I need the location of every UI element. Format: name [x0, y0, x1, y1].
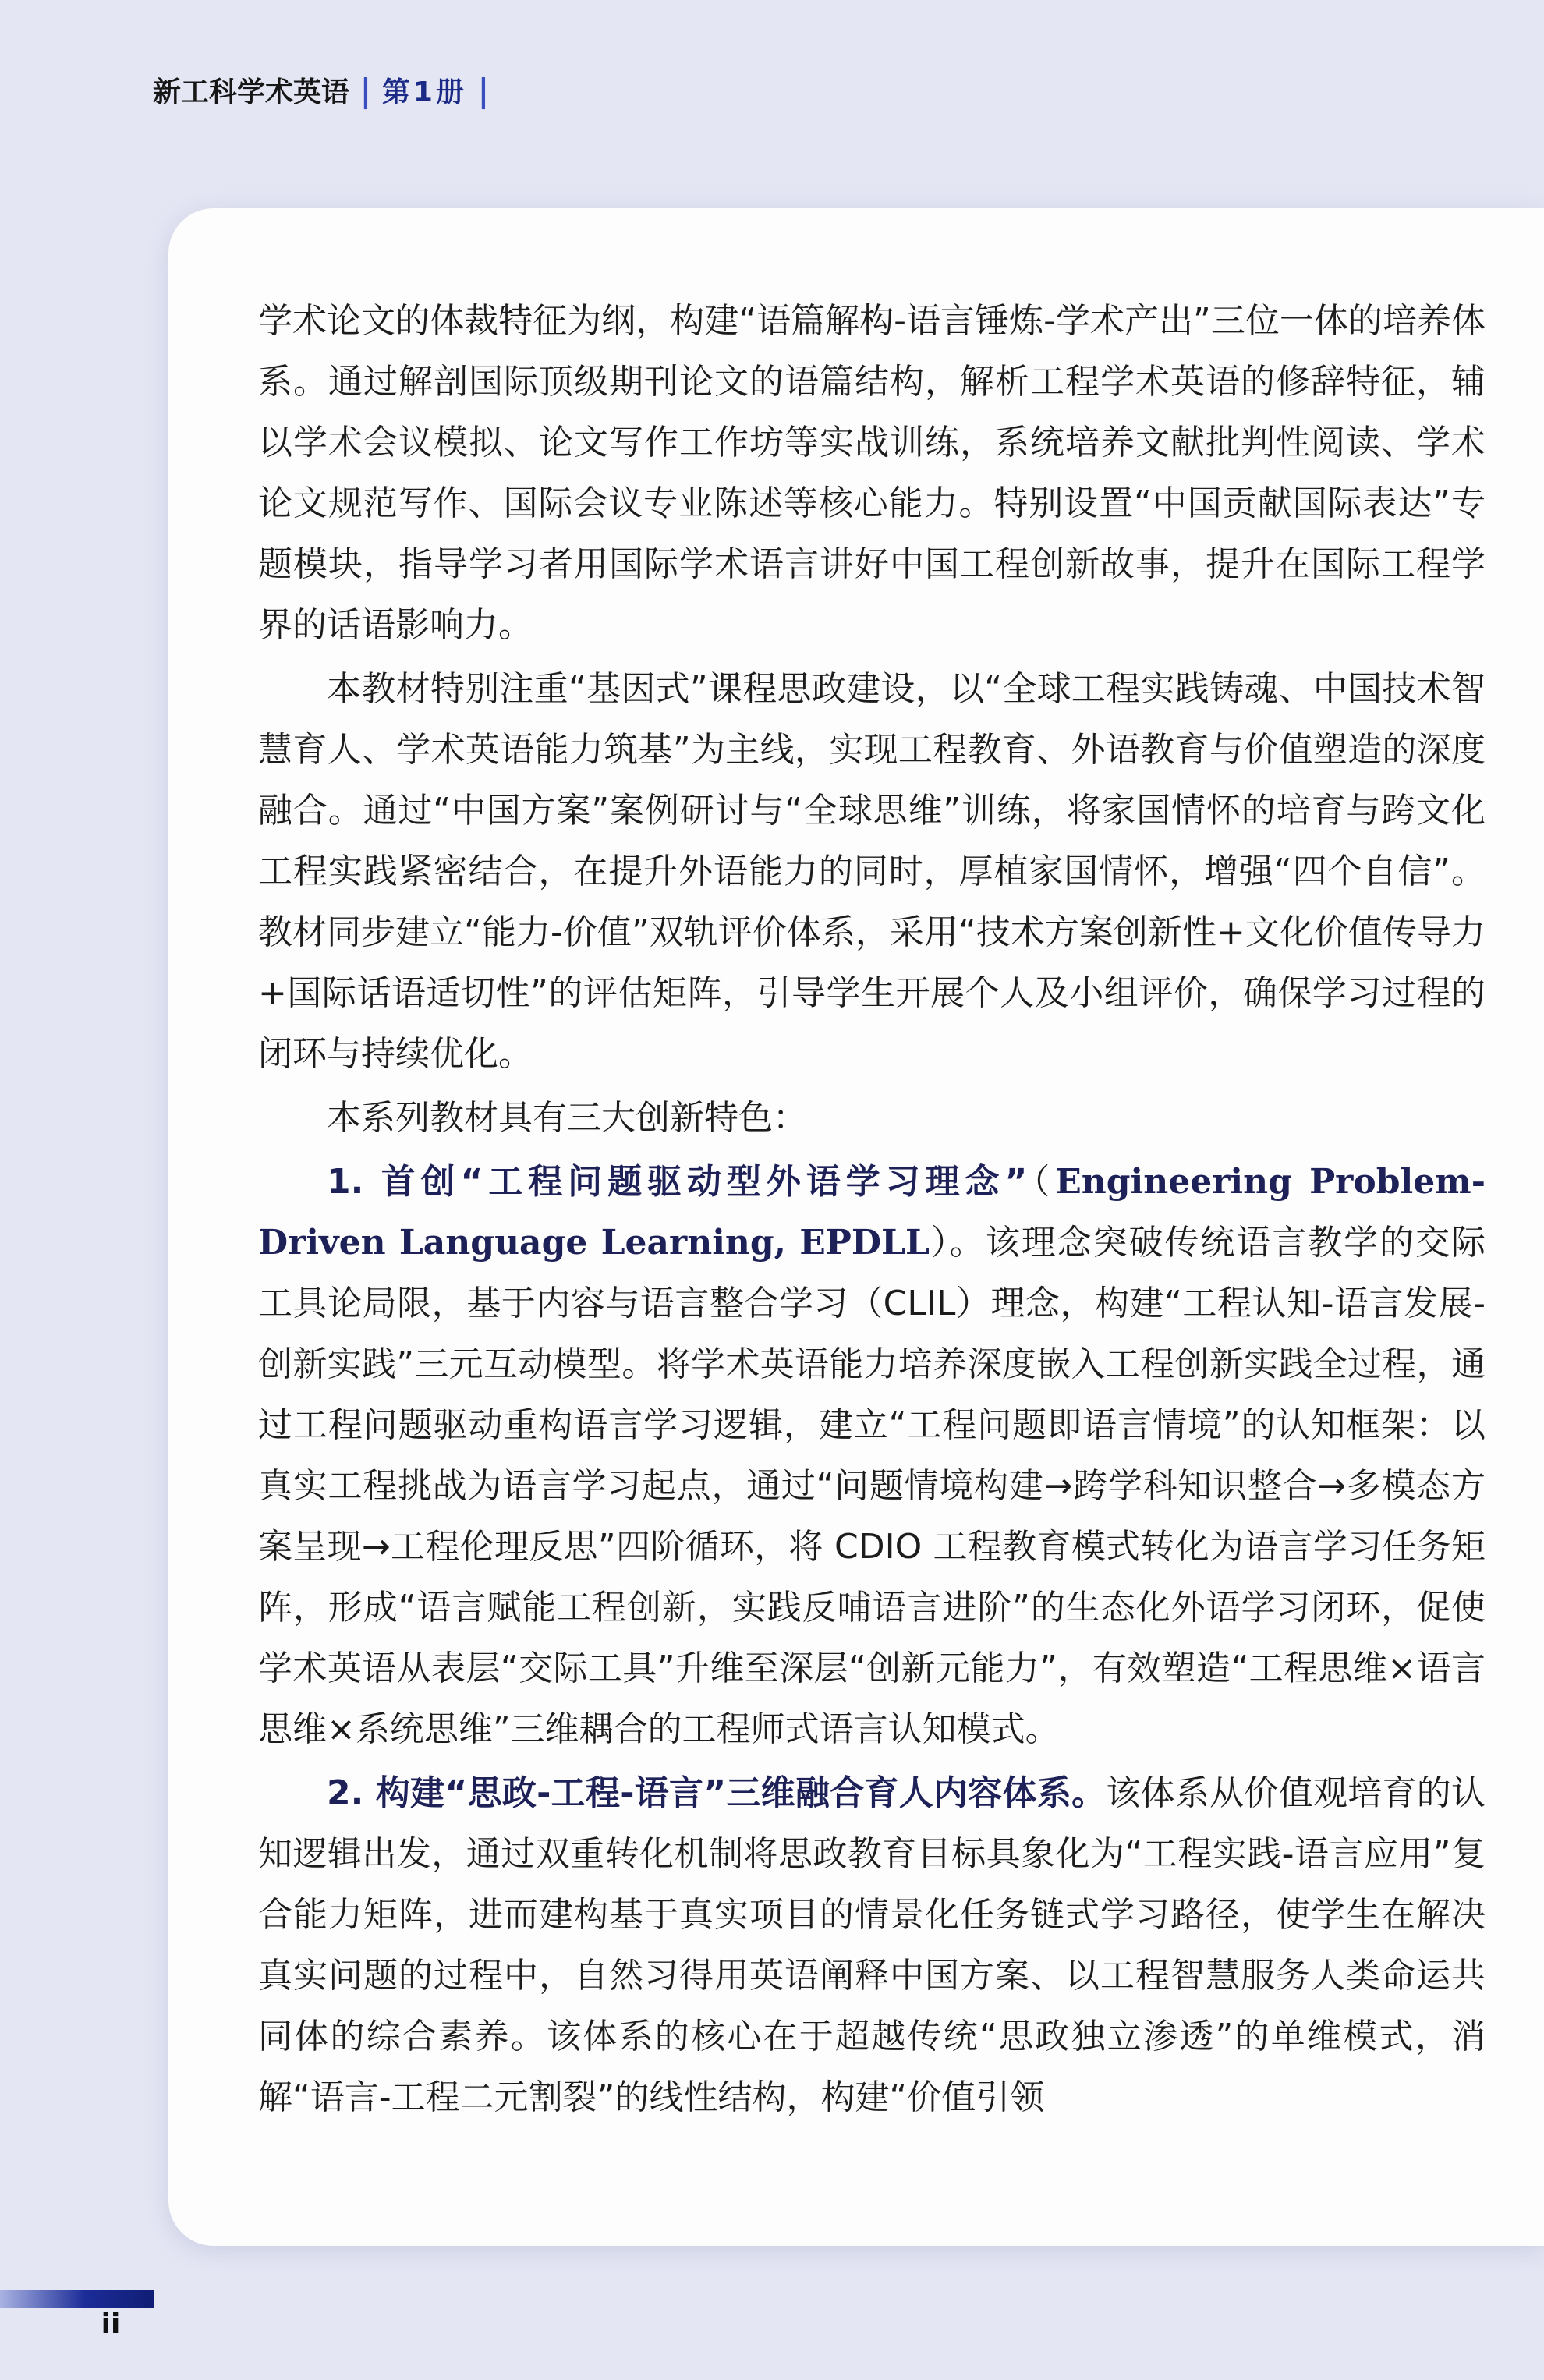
running-head	[153, 70, 500, 110]
volume-label: 第1册	[381, 76, 467, 108]
text-run: 本教材特别注重“基因式”课程思政建设，以“全球工程实践铸魂、中国技术智慧育人、学术英语能力筑基”为主线，实现工程教育、外语教育与价值塑造的深度融合。通过“中国方案”案例研讨与“全球思维”训练，将家国情怀的培育与跨文化工程实践紧密结合，在提升外语能力的同时，厚植家国情怀，增强“四个自信”。教材同步建立“能力-价值”双轨评价体系，采用“技术方案创新性+文化价值传导力+国际话语适切性”的评估矩阵，引导学生开展个人及小组评价，确保学习过程的闭环与持续优化。	[258, 669, 1486, 1074]
page-number: ii	[101, 2308, 121, 2340]
footer-accent-bar	[0, 2290, 154, 2308]
header-divider-right: |	[477, 71, 489, 109]
text-run: 本系列教材具有三大创新特色：	[327, 1098, 807, 1138]
paragraph	[258, 291, 1486, 656]
paragraph	[258, 1088, 1486, 1149]
text-run: ）。该理念突破传统语言教学的交际工具论局限，基于内容与语言整合学习（CLIL）理念，构建“工程认知-语言发展-创新实践”三元互动模型。将学术英语能力培养深度嵌入工程创新实践全过程，通过工程问题驱动重构语言学习逻辑，建立“工程问题即语言情境”的认知框架：以真实工程挑战为语言学习起点，通过“问题情境构建→跨学科知识整合→多模态方案呈现→工程伦理反思”四阶循环，将 CDIO 工程教育模式转化为语言学习任务矩阵，形成“语言赋能工程创新，实践反哺语言进阶”的生态化外语学习闭环，促使学术英语从表层“交际工具”升维至深层“创新元能力”，有效塑造“工程思维×语言思维×系统思维”三维耦合的工程师式语言认知模式。	[258, 1223, 1486, 1749]
english-term: Engineering Problem-Driven Language Learning, EPDLL	[258, 1162, 1486, 1263]
bold-lead-in: 1. 首创“工程问题驱动型外语学习理念”	[327, 1162, 1028, 1202]
paragraph	[258, 659, 1486, 1085]
paragraph	[258, 1763, 1486, 2128]
bold-lead-in: 2. 构建“思政-工程-语言”三维融合育人内容体系。	[327, 1773, 1107, 1813]
content-card	[168, 208, 1544, 2246]
text-run: （	[1027, 1162, 1056, 1202]
book-title: 新工科学术英语	[153, 76, 350, 108]
paragraph	[258, 1152, 1486, 1760]
text-run: 该体系从价值观培育的认知逻辑出发，通过双重转化机制将思政教育目标具象化为“工程实践-语言应用”复合能力矩阵，进而建构基于真实项目的情景化任务链式学习路径，使学生在解决真实问题的过程中，自然习得用英语阐释中国方案、以工程智慧服务人类命运共同体的综合素养。该体系的核心在于超越传统“思政独立渗透”的单维模式，消解“语言-工程二元割裂”的线性结构，构建“价值引领	[258, 1773, 1486, 2117]
body-text	[258, 291, 1486, 2131]
header-divider-left: |	[360, 71, 371, 109]
text-run: 学术论文的体裁特征为纲，构建“语篇解构-语言锤炼-学术产出”三位一体的培养体系。通过解剖国际顶级期刊论文的语篇结构，解析工程学术英语的修辞特征，辅以学术会议模拟、论文写作工作坊等实战训练，系统培养文献批判性阅读、学术论文规范写作、国际会议专业陈述等核心能力。特别设置“中国贡献国际表达”专题模块，指导学习者用国际学术语言讲好中国工程创新故事，提升在国际工程学界的话语影响力。	[258, 301, 1486, 645]
